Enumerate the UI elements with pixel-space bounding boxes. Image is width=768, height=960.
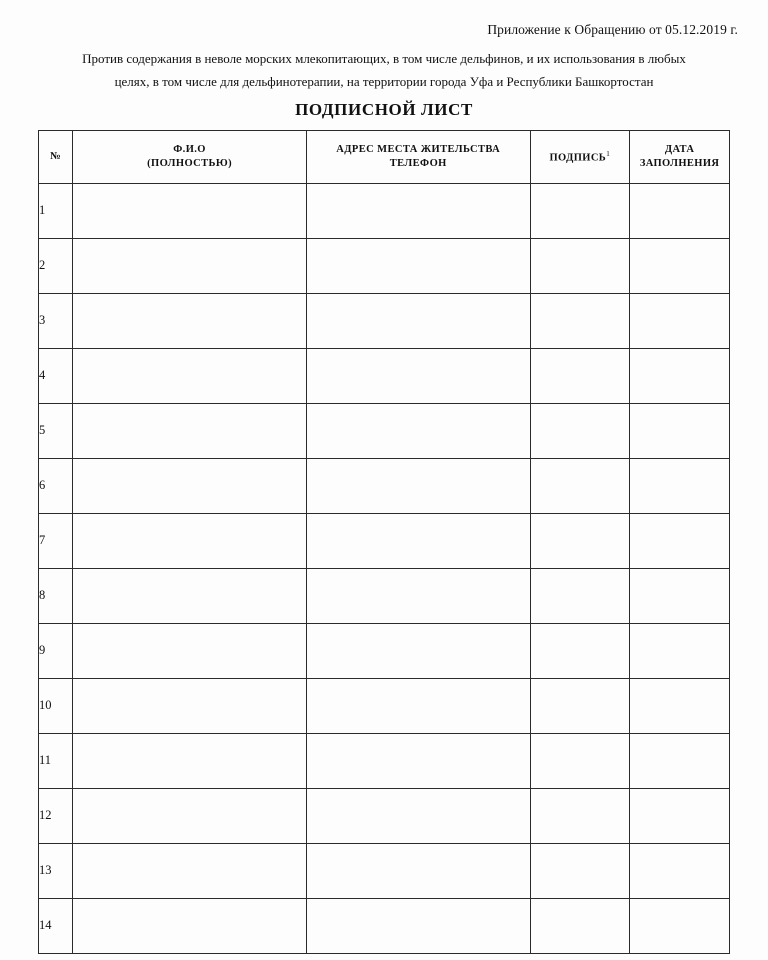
cell-fio[interactable] <box>73 183 307 238</box>
table-header <box>39 130 730 183</box>
table-row <box>39 733 730 788</box>
cell-date[interactable] <box>630 403 730 458</box>
cell-signature[interactable] <box>530 513 630 568</box>
table-row <box>39 843 730 898</box>
cell-address[interactable] <box>306 238 530 293</box>
cell-fio[interactable] <box>73 403 307 458</box>
cell-address[interactable] <box>306 623 530 678</box>
column-header-address-line2: ТЕЛЕФОН <box>389 157 447 169</box>
cell-address[interactable] <box>306 183 530 238</box>
cell-address[interactable] <box>306 733 530 788</box>
table-row <box>39 513 730 568</box>
cell-address[interactable] <box>306 403 530 458</box>
cell-address[interactable] <box>306 788 530 843</box>
cell-signature[interactable] <box>530 898 630 953</box>
cell-fio[interactable] <box>73 678 307 733</box>
cell-date[interactable] <box>630 513 730 568</box>
row-number: 1 <box>39 183 73 238</box>
cell-address[interactable] <box>306 348 530 403</box>
table-row <box>39 293 730 348</box>
column-header-fio-line2: (ПОЛНОСТЬЮ) <box>147 157 232 169</box>
cell-fio[interactable] <box>73 898 307 953</box>
cell-signature[interactable] <box>530 623 630 678</box>
cell-fio[interactable] <box>73 733 307 788</box>
table-row <box>39 788 730 843</box>
cell-date[interactable] <box>630 678 730 733</box>
column-header-signature-label: ПОДПИСЬ <box>549 152 607 164</box>
column-header-fio-line1: Ф.И.О <box>173 144 206 156</box>
cell-date[interactable] <box>630 458 730 513</box>
table-row <box>39 458 730 513</box>
cell-signature[interactable] <box>530 183 630 238</box>
column-header-signature <box>530 130 630 183</box>
table-row <box>39 568 730 623</box>
cell-date[interactable] <box>630 293 730 348</box>
cell-fio[interactable] <box>73 788 307 843</box>
column-header-date-line1: ДАТА <box>664 144 695 156</box>
table-body <box>39 183 730 953</box>
table-row <box>39 348 730 403</box>
cell-signature[interactable] <box>530 568 630 623</box>
row-number: 6 <box>39 458 73 513</box>
cell-date[interactable] <box>630 788 730 843</box>
row-number: 3 <box>39 293 73 348</box>
row-number: 12 <box>39 788 73 843</box>
row-number: 4 <box>39 348 73 403</box>
column-header-number: № <box>39 130 73 183</box>
column-header-date-line2: ЗАПОЛНЕНИЯ <box>639 157 720 169</box>
column-header-fio <box>73 130 307 183</box>
cell-signature[interactable] <box>530 458 630 513</box>
cell-signature[interactable] <box>530 293 630 348</box>
row-number: 9 <box>39 623 73 678</box>
cell-address[interactable] <box>306 843 530 898</box>
cell-signature[interactable] <box>530 348 630 403</box>
cell-signature[interactable] <box>530 678 630 733</box>
table-row <box>39 403 730 458</box>
cell-address[interactable] <box>306 458 530 513</box>
row-number: 8 <box>39 568 73 623</box>
cell-fio[interactable] <box>73 843 307 898</box>
footnote-marker: 1 <box>606 148 611 158</box>
cell-address[interactable] <box>306 513 530 568</box>
cell-address[interactable] <box>306 568 530 623</box>
cell-fio[interactable] <box>73 293 307 348</box>
row-number: 10 <box>39 678 73 733</box>
table-row <box>39 183 730 238</box>
row-number: 7 <box>39 513 73 568</box>
page-title: ПОДПИСНОЙ ЛИСТ <box>295 99 473 119</box>
row-number: 5 <box>39 403 73 458</box>
cell-fio[interactable] <box>73 458 307 513</box>
table-header-row <box>39 130 730 183</box>
table-row <box>39 623 730 678</box>
cell-address[interactable] <box>306 293 530 348</box>
intro-line-2: целях, в том числе для дельфинотерапии, на территории города Уфа и Республики Башкортостан <box>114 73 654 89</box>
cell-date[interactable] <box>630 623 730 678</box>
column-header-address <box>306 130 530 183</box>
cell-signature[interactable] <box>530 238 630 293</box>
intro-line-1: Против содержания в неволе морских млекопитающих, в том числе дельфинов, и их использования в любых <box>82 51 686 66</box>
cell-signature[interactable] <box>530 788 630 843</box>
cell-signature[interactable] <box>530 403 630 458</box>
cell-date[interactable] <box>630 238 730 293</box>
cell-signature[interactable] <box>530 733 630 788</box>
column-header-address-line1: АДРЕС МЕСТА ЖИТЕЛЬСТВА <box>336 144 501 156</box>
cell-fio[interactable] <box>73 623 307 678</box>
intro-paragraph <box>36 48 732 94</box>
cell-date[interactable] <box>630 843 730 898</box>
cell-date[interactable] <box>630 183 730 238</box>
cell-fio[interactable] <box>73 348 307 403</box>
signature-table <box>38 130 730 954</box>
cell-date[interactable] <box>630 733 730 788</box>
row-number: 2 <box>39 238 73 293</box>
row-number: 14 <box>39 898 73 953</box>
cell-signature[interactable] <box>530 843 630 898</box>
cell-address[interactable] <box>306 678 530 733</box>
column-header-date <box>630 130 730 183</box>
cell-date[interactable] <box>630 348 730 403</box>
cell-fio[interactable] <box>73 238 307 293</box>
cell-fio[interactable] <box>73 513 307 568</box>
cell-date[interactable] <box>630 568 730 623</box>
row-number: 11 <box>39 733 73 788</box>
table-row <box>39 678 730 733</box>
row-number: 13 <box>39 843 73 898</box>
cell-address[interactable] <box>306 898 530 953</box>
table-row <box>39 238 730 293</box>
table-row <box>39 898 730 953</box>
cell-date[interactable] <box>630 898 730 953</box>
cell-fio[interactable] <box>73 568 307 623</box>
appendix-note: Приложение к Обращению от 05.12.2019 г. <box>487 22 738 37</box>
